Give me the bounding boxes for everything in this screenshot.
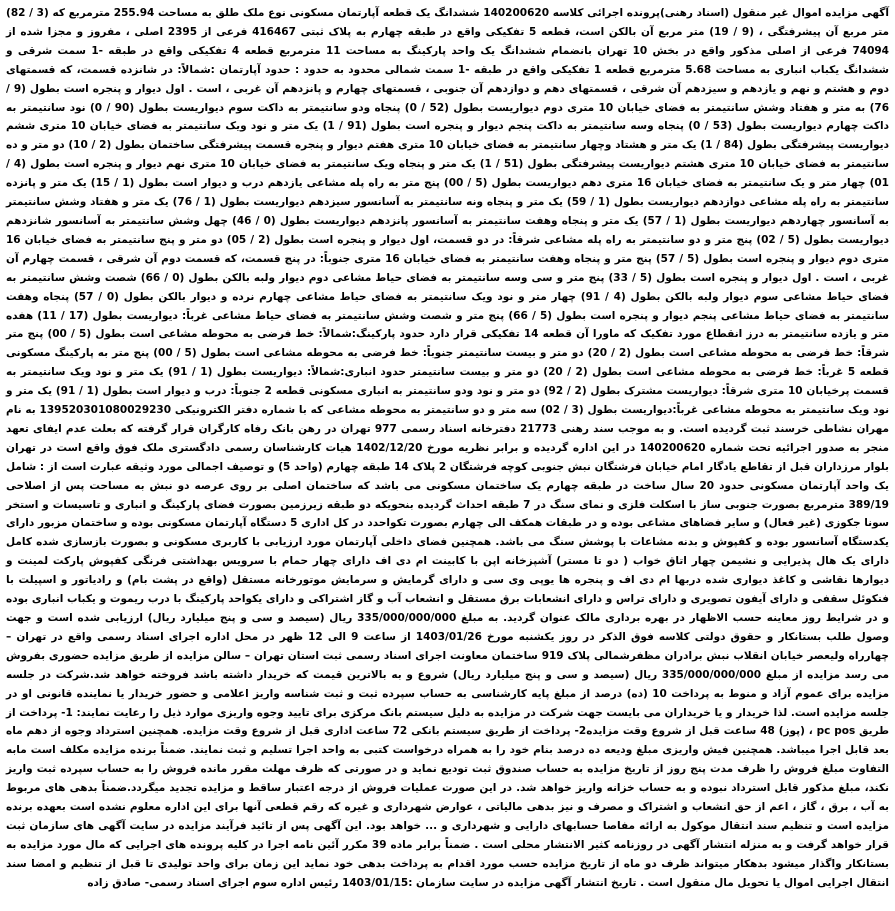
auction-notice-text: آگهی مزایده اموال غیر منقول (اسناد رهنی)پرونده اجرائی کلاسه 140200620 ششدانگ یک قطعه آپارتمان مسکونی نوع ملک طلق به مساحت 255.94 مترمربع که (3 / 82) متر مربع آن پیشرفتگی ، (9 / 19) متر مربع آن بالکن است، قطعه 5 تفکیکی واقع در طبقه چهارم به پلاک ثبتی 416467 فرعی از 2395 اصلی ، مفروز و مجزا شده از 74094 فرعی از اصلی مذکور واقع در بخش 10 تهران بانضمام ششدانگ یک واحد پارکینگ به مساحت 11 مترمربع قطعه 4 تفکیکی واقع در طبقه -1 سمت شرقی و ششدانگ یکباب انباری به مساحت 5.68 مترمربع قطعه 1 تفکیکی واقع در طبقه -1 سمت شمالی محدود به حدود : حدود آپارتمان :شمالاً: در شانزده قسمت، که قسمتهای دوم و هشتم و نهم و یازدهم و سیزدهم آن شرقی ، قسمتهای دهم و دوازدهم آن جنوبی ، قسمتهای چهارم و پانزدهم آن غربی ، است . اول دیوار و پنجره است بطول (9 / 76) به متر و هفتاد وشش سانتیمتر به فضای خیابان 10 متری دوم دیواریست بطول (52 / 0) پنجاه ودو سانتیمتر به داکت سوم دیواریست بطول (90 / 0) نود سانتیمتر به داکت چهارم دیواریست بطول (53 / 0) پنجاه وسه سانتیمتر به داکت پنجم دیوار و پنجره است بطول (91 / 1) یک متر و نود ویک سانتیمتر به فضای خیابان 10 متری ششم دیواریست پیشرفتگی بطول (84 / 1) یک متر و هشتاد وچهار سانتیمتر به فضای خیابان 10 متری هفتم دیوار و پنجره قسمت پیشرفتگی ساختمان بطول (2 / 10) دو متر و ده سانتیمتر به فضای خیابان 10 متری هشتم دیواریست پیشرفتگی بطول (51 / 1) یک متر و پنجاه ویک سانتیمتر به فضای خیابان 10 متری نهم دیوار و پنجره است بطول (4 / 01) چهار متر و یک سانتیمتر به فضای خیابان 16 متری دهم دیواریست بطول (5 / 00) پنج متر به راه پله مشاعی یازدهم درب و دیوار است بطول (1 / 15) یک متر و پانزده سانتیمتر به راه پله مشاعی دوازدهم دیواریست بطول (1 / 59) یک متر و پنجاه ونه سانتیمتر به آسانسور سیزدهم دیواریست بطول (1 / 76) یک متر و هفتاد وشش سانتیمتر به آسانسور چهاردهم دیواریست بطول (1 / 57) یک متر و پنجاه وهفت سانتیمتر به آسانسور پانزدهم دیواریست بطول (0 / 46) چهل وشش سانتیمتر به آسانسور شانزدهم دیواریست بطول (5 / 02) پنج متر و دو سانتیمتر به راه پله مشاعی شرقاً: در دو قسمت، اول دیوار و پنجره است بطول (2 / 05) دو متر و پنج سانتیمتر به فضای خیابان 16 متری دوم دیوار و پنجره است بطول (5 / 57) پنج متر و پنجاه وهفت سانتیمتر به فضای خیابان 16 متری جنوباً: در پنج قسمت، که قسمت دوم آن شرقی ، قسمت چهارم آن غربی ، است . اول دیوار و پنجره است بطول (5 / 33) پنج متر و سی وسه سانتیمتر به فضای حیاط مشاعی دوم دیوار ولبه بالکن بطول (0 / 66) شصت وشش سانتیمتر به فضای حیاط مشاعی سوم دیوار ولبه بالکن بطول (4 / 91) چهار متر و نود ویک سانتیمتر به فضای حیاط مشاعی چهارم نرده و دیوار بالکن بطول (0 / 57) پنجاه وهفت سانتیمتر به فضای حیاط مشاعی پنجم دیوار و پنجره است بطول (5 / 66) پنج متر و شصت وشش سانتیمتر به فضای حیاط مشاعی غرباً: دیواریست بطول (17 / 11) هفده متر و یازده سانتیمتر به درز انقطاع مورد تفکیک که ماورا آن قطعه 14 تفکیکی قرار دارد حدود پارکینگ:شمالاً: خط فرضی به محوطه مشاعی است بطول (5 / 00) پنج متر شرقاً: خط فرضی به محوطه مشاعی است بطول (2 / 20) دو متر و بیست سانتیمتر جنوباً: خط فرضی به محوطه مشاعی است بطول (5 / 00) پنج متر به پارکینگ مسکونی قطعه 5 غرباً: خط فرضی به محوطه مشاعی است بطول (2 / 20) دو متر و بیست سانتیمتر حدود انباری:شمالاً: دیواریست بطول (1 / 91) یک متر و نود ویک سانتیمتر به قسمت پرخیابان 10 متری شرقاً: دیواریست مشترک بطول (2 / 92) دو متر و نود ودو سانتیمتر به انباری مسکونی قطعه 2 جنوباً: درب و دیوار است بطول (1 / 91) یک متر و نود ویک سانتیمتر به محوطه مشاعی غرباً:دیواریست بطول (3 / 02) سه متر و دو سانتیمتر به محوطه مشاعی که با شماره دفتر الکترونیکی 139520301080029230 به نام مهران نشاطی خرسند ثبت گردیده است. و به موجب سند رهنی 21773 دفترخانه اسناد رسمی 977 تهران در رهن بانک رفاه کارگران قرار گرفته که بعلت عدم ایفای تعهد منجر به صدور اجرائیه تحت شماره 140200620 در این اداره گردیده و برابر نظریه مورخ 1402/12/20 هیات کارشناسان رسمی دادگستری ملک فوق واقع است در تهران بلوار مرزداران قبل از تقاطع یادگار امام خیابان فرشتگان نبش جنوبی کوچه فرشتگان 2 پلاک 14 طبقه چهارم (واحد 5) و توصیف اجمالی مورد وثیقه عبارت است از : شامل یک واحد آپارتمان مسکونی حدود 20 سال ساخت در طبقه چهارم یک ساختمان مسکونی می باشد که ساختمان اصلی بر روی عرصه دو نبش به مساحت پس از اصلاحی 389/19 مترمربع بصورت جنوبی ساز با اسکلت فلزی و نمای سنگ در 7 طبقه احداث گردیده بنحویکه دو طبقه زیرزمین بصورت فضای پارکینگ و انباری و تاسیسات و استخر سونا جکوزی (غیر فعال) و سایر فضاهای مشاعی بوده و در طبقات همکف الی چهارم بصورت تکواحدد در کل اداری 5 دستگاه آپارتمان مسکونی بوده و ساختمان مزبور دارای یکدستگاه آسانسور بوده و کفپوش و بدنه مشاعات با پوشش سنگ می باشد. همچنین فضای داخلی آپارتمان مورد ارزیابی با کاربری مسکونی و بصورت بازسازی شده کامل دارای یک هال پذیرایی و نشیمن چهار اتاق خواب ( دو تا مستر) آشپزخانه اپن با کابینت ام دی اف دارای چهار حمام با سرویس بهداشتی فرنگی کفپوش پارکت لمینت و دیوارها نقاشی و کاغذ دیواری شده دربها ام دی اف و پنجره ها یوپی وی سی و دارای گرمایش و سرمایش موتورخانه مستقل (واقع در پشت بام) و رادیاتور و اسپیلت با فنکوئل سقفی و دارای آیفون تصویری و دارای تراس و دارای انشعابات برق مستقل و انشعاب آب و گاز اشتراکی و دارای یکواحد پارکینگ با درب ریموت و یکباب انباری بوده و در شرایط روز معاینه حسب الاظهار در بهره برداری مالک عنوان گردید. به مبلغ 335/000/000/000 ریال (سیصد و سی و پنج میلیارد ریال) ارزیابی شده است و جهت وصول طلب بستانکار و حقوق دولتی کلاسه فوق الذکر در روز یکشنبه مورخ 1403/01/26 از ساعت 9 الی 12 ظهر در محل اداره اجرای اسناد رسمی واقع در تهران – چهارراه ولیعصر خیابان انقلاب نبش برادران مظفرشمالی پلاک 919 ساختمان معاونت اجرای اسناد رسمی ثبت استان تهران – سالن مزایده از طریق مزایده حضوری بفروش می رسد مزایده از مبلغ 335/000/000/000 ریال (سیصد و سی و پنج میلیارد ریال) شروع و به بالاترین قیمت که خریدار داشته باشد فروخته خواهد شد.شرکت در جلسه مزایده برای عموم آزاد و منوط به پرداخت 10 (ده) درصد از مبلغ پایه کارشناسی به حساب سپرده ثبت و ثبت شناسه واریز اعلامی و حضور خریدار یا نماینده قانونی او در جلسه مزایده است. لذا خریدار و یا خریداران می بایست جهت شرکت در مزایده به دلیل سیستم بانک مرکزی برای تایید وجوه واریزی موارد ذیل را رعایت نمایند: 1- پرداخت از طریق pc pos ، (پوز) 48 ساعت قبل از شروع وقت مزایده2- پرداخت از طریق سیستم بانکی 72 ساعت اداری قبل از شروع وقت مزایده. همچنین استرداد وجوه از دهم ماه بعد قابل اجرا میباشد. همچنین فیش واریزی مبلغ ودیعه ده درصد بنام خود را به همراه درخواست کتبی به واحد اجرا تسلیم و ثبت نمایند. ضمناً برنده مزایده مکلف است مابه التفاوت مبلغ فروش را ظرف مدت پنج روز از تاریخ مزایده به حساب صندوق ثبت تودیع نماید و در صورتی که ظرف مهلت مقرر مانده فروش را به حساب سپرده ثبت واریز نکند، مبلغ مذکور قابل استرداد نبوده و به حساب خزانه واریز خواهد شد. در این صورت عملیات فروش از درجه اعتبار ساقط و مزایده تجدید میگردد.ضمناً بدهی های مربوط به آب ، برق ، گاز ، اعم از حق انشعاب و اشتراک و مصرف و نیز بدهی مالیاتی ، عوارض شهرداری و غیره که رقم قطعی آنها برای این اداره معلوم نشده است بعهده برنده مزایده است و تنظیم سند انتقال موکول به ارائه مفاصا حسابهای دارایی و شهرداری و ... خواهد بود. این آگهی پس از تائید فرآیند مزایده در سایت آگهی های سازمان ثبت قرار خواهد گرفت و به منزله انتشار آگهی در روزنامه کثیر الانتشار محلی است . ضمناً برابر ماده 39 مکرر آئین نامه اجرا در کلیه پرونده های اجرایی که مال مورد مزایده به بستانکار واگذار میشود بدهکار میتواند ظرف دو ماه از تاریخ مزایده حسب مورد اقدام به پرداخت بدهی خود نماید این زمان برای واحد تولیدی تا قبل از تنظیم و امضا سند انتقال اجرایی اموال یا تحویل مال منقول است . تاریخ انتشار آگهی مزایده در سایت سازمان :1403/01/15 رئیس اداره سوم اجرای اسناد رسمی- صادق زاده [6, 7, 890, 889]
